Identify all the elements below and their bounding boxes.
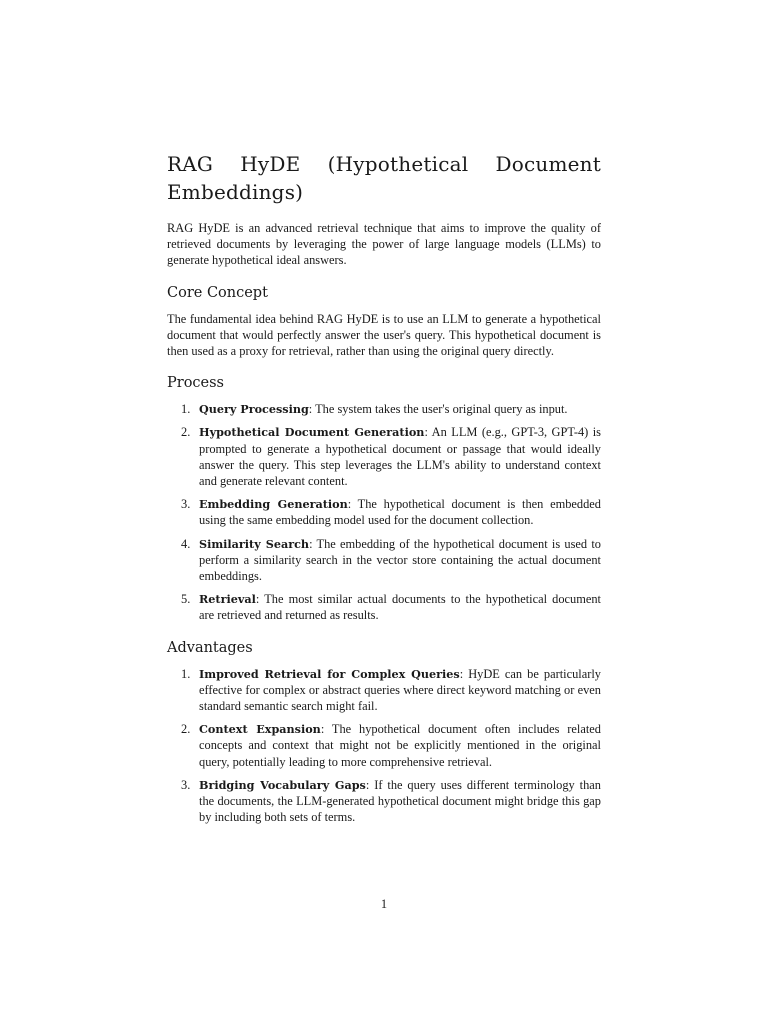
intro-paragraph: RAG HyDE is an advanced retrieval technique that aims to improve the quality of retrieved documents by leveraging the power of large language models (LLMs) to generate hypothetical ideal answers. — [167, 221, 601, 268]
section-heading-process: Process — [167, 375, 225, 392]
document-title: RAG HyDE (Hypothetical Document Embeddings) — [167, 152, 601, 204]
page-number: 1 — [380, 897, 388, 911]
list-item-term: Retrieval — [199, 592, 256, 607]
list-item-text: : The hypothetical document often includes related concepts and context that might not be explicitly mentioned in the original query, potentially leading to more comprehensive retrieval. — [199, 722, 601, 769]
list-item-number: 4. — [181, 536, 191, 551]
list-item-text: : The embedding of the hypothetical document is used to perform a similarity search in the vector store containing the actual document embeddings. — [199, 536, 601, 584]
list-item — [167, 591, 601, 623]
list-item-text: : The most similar actual documents to the hypothetical document are retrieved and returned as results. — [199, 592, 601, 623]
section-heading-advantages: Advantages — [167, 639, 253, 656]
section-heading-core-concept: Core Concept — [167, 284, 268, 301]
list-item-term: Bridging Vocabulary Gaps — [199, 777, 366, 792]
list-item-text: : The system takes the user's original query as input. — [308, 402, 568, 417]
list-item — [167, 777, 601, 826]
list-item-term: Context Expansion — [199, 722, 321, 737]
list-item-text: : If the query uses different terminology than the documents, the LLM-generated hypothetical document might bridge this gap by including both sets of terms. — [199, 777, 601, 825]
list-item-term: Improved Retrieval for Complex Queries — [199, 666, 460, 681]
list-item-term: Similarity Search — [199, 536, 310, 551]
list-item — [167, 424, 601, 489]
list-item — [167, 666, 601, 715]
list-item — [167, 536, 601, 585]
list-item-text: : HyDE can be particularly effective for complex or abstract queries where direct keyword matching or even standard semantic search might fail. — [199, 666, 601, 714]
list-item-number: 2. — [181, 425, 191, 440]
list-item — [167, 401, 601, 417]
advantages-list — [167, 666, 601, 826]
core-concept-paragraph: The fundamental idea behind RAG HyDE is to use an LLM to generate a hypothetical document that would perfectly answer the user's query. This hypothetical document is then used as a proxy for retrieval, rather than using the original query directly. — [167, 311, 601, 359]
list-item — [167, 721, 601, 770]
list-item-number: 3. — [181, 777, 191, 792]
list-item-text: : An LLM (e.g., GPT-3, GPT-4) is prompted to generate a hypothetical document or passage that would ideally answer the query. This step leverages the LLM's ability to understand context and generate relevant content. — [199, 425, 601, 489]
list-item-text: : The hypothetical document is then embedded using the same embedding model used for the document collection. — [199, 497, 601, 528]
list-item-number: 2. — [181, 722, 191, 737]
list-item-number: 1. — [181, 666, 191, 681]
list-item-number: 5. — [181, 592, 191, 607]
list-item-term: Embedding Generation — [199, 497, 348, 512]
list-item-term: Hypothetical Document Generation — [199, 425, 425, 440]
document-page — [167, 150, 601, 832]
list-item-number: 3. — [181, 497, 191, 512]
process-list — [167, 401, 601, 623]
list-item — [167, 496, 601, 528]
list-item-number: 1. — [181, 402, 191, 417]
list-item-term: Query Processing — [199, 402, 309, 417]
